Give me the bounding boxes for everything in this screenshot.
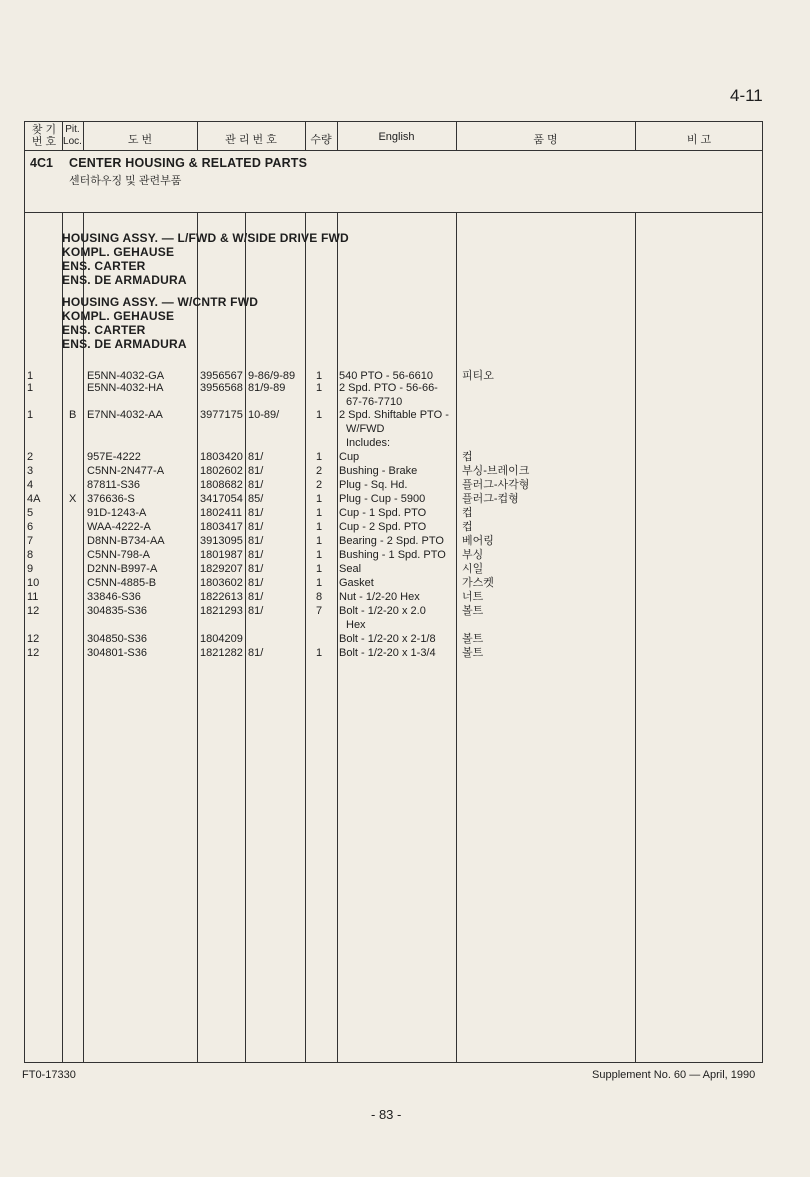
quantity: 1 [316, 382, 323, 394]
header-english: English [378, 131, 415, 143]
header-remarks: 비 고 [686, 134, 712, 146]
management-number: 3417054 [200, 493, 243, 505]
management-number: 1803420 [200, 451, 243, 463]
date-range: 81/ [248, 507, 264, 519]
part-number: D2NN-B997-A [87, 563, 158, 575]
part-number: 957E-4222 [87, 451, 141, 463]
management-number: 3977175 [200, 409, 243, 421]
korean-description: 가스켓 [462, 577, 494, 589]
ref-number: 2 [27, 451, 34, 463]
management-number: 1804209 [200, 633, 243, 645]
quantity: 2 [316, 465, 323, 477]
section-title-korean: 센터하우징 및 관련부품 [69, 175, 182, 187]
section-bottom-rule [24, 212, 763, 213]
quantity: 1 [316, 563, 323, 575]
page-number: 4-11 [730, 86, 763, 105]
quantity: 1 [316, 535, 323, 547]
date-range: 85/ [248, 493, 264, 505]
header-korean: 품 명 [533, 134, 558, 146]
management-number: 1821293 [200, 605, 243, 617]
document-code: FT0-17330 [22, 1069, 76, 1081]
header-part-no: 도 번 [127, 134, 153, 146]
management-number: 1803602 [200, 577, 243, 589]
header-mgmt-no: 관 리 번 호 [225, 134, 277, 146]
quantity: 1 [316, 507, 323, 519]
ref-number: 1 [27, 382, 34, 394]
english-description: Bearing - 2 Spd. PTO [339, 535, 444, 547]
quantity: 2 [316, 479, 323, 491]
supplement-info: Supplement No. 60 — April, 1990 [592, 1069, 756, 1081]
english-description: 2 Spd. PTO - 56-66- 67-76-7710 [339, 382, 438, 408]
management-number: 1821282 [200, 647, 243, 659]
part-number: E5NN-4032-GA [87, 370, 165, 382]
english-description: Seal [339, 563, 362, 575]
header-ref-no: 찾 기 번 호 [31, 124, 57, 148]
part-number: C5NN-798-A [87, 549, 150, 561]
english-description: Gasket [339, 577, 374, 589]
date-range: 81/ [248, 479, 264, 491]
ref-number: 1 [27, 370, 34, 382]
column-divider [456, 212, 457, 1063]
ref-number: 7 [27, 535, 34, 547]
korean-description: 부싱 [462, 549, 484, 561]
part-number: E5NN-4032-HA [87, 382, 164, 394]
korean-description: 플러그-사각형 [462, 479, 530, 491]
english-description: Cup [339, 451, 360, 463]
english-description: Plug - Sq. Hd. [339, 479, 408, 491]
date-range: 81/ [248, 591, 264, 603]
date-range: 81/9-89 [248, 382, 286, 394]
ref-number: 4 [27, 479, 34, 491]
quantity: 1 [316, 549, 323, 561]
english-description: Bolt - 1/2-20 x 2-1/8 [339, 633, 436, 645]
management-number: 1822613 [200, 591, 243, 603]
korean-description: 볼트 [462, 633, 484, 645]
part-number: 304801-S36 [87, 647, 147, 659]
date-range: 81/ [248, 605, 264, 617]
column-divider [635, 212, 636, 1063]
ref-number: 6 [27, 521, 34, 533]
management-number: 1801987 [200, 549, 243, 561]
part-number: 91D-1243-A [87, 507, 147, 519]
korean-description: 컵 [462, 451, 473, 463]
management-number: 1802602 [200, 465, 243, 477]
korean-description: 시일 [462, 563, 484, 575]
quantity: 1 [316, 577, 323, 589]
english-description: 540 PTO - 56-6610 [339, 370, 433, 382]
group-tick-mark [305, 285, 306, 297]
management-number: 1808682 [200, 479, 243, 491]
date-range: 81/ [248, 451, 264, 463]
management-number: 1803417 [200, 521, 243, 533]
assembly-group-2: HOUSING ASSY. — W/CNTR FWD KOMPL. GEHAUSE ENS. CARTER ENS. DE ARMADURA [62, 295, 259, 351]
part-number: 304850-S36 [87, 633, 147, 645]
part-number: E7NN-4032-AA [87, 409, 163, 421]
english-description: Plug - Cup - 5900 [339, 493, 426, 505]
ref-number: 12 [27, 633, 40, 645]
english-description: Cup - 2 Spd. PTO [339, 521, 427, 533]
page-folio: - 83 - [371, 1107, 402, 1122]
date-range: 81/ [248, 563, 264, 575]
date-range: 81/ [248, 647, 264, 659]
management-number: 3956568 [200, 382, 243, 394]
management-number: 1829207 [200, 563, 243, 575]
section-code: 4C1 [30, 156, 53, 170]
quantity: 8 [316, 591, 323, 603]
english-description: Bolt - 1/2-20 x 2.0 Hex [339, 605, 426, 631]
quantity: 1 [316, 370, 323, 382]
part-number: WAA-4222-A [87, 521, 151, 533]
ref-number: 10 [27, 577, 40, 589]
quantity: 1 [316, 521, 323, 533]
part-number: C5NN-4885-B [87, 577, 157, 589]
group-tick-mark [337, 285, 338, 297]
quantity: 1 [316, 493, 323, 505]
quantity: 1 [316, 647, 323, 659]
english-description: Nut - 1/2-20 Hex [339, 591, 420, 603]
quantity: 7 [316, 605, 323, 617]
korean-description: 컵 [462, 507, 473, 519]
korean-description: 컵 [462, 521, 473, 533]
english-description: Cup - 1 Spd. PTO [339, 507, 427, 519]
ref-number: 8 [27, 549, 34, 561]
date-range: 81/ [248, 521, 264, 533]
ref-number: 4A [27, 493, 41, 505]
management-number: 3913095 [200, 535, 243, 547]
column-divider [337, 212, 338, 1063]
korean-description: 피티오 [462, 370, 494, 382]
part-number: 33846-S36 [87, 591, 141, 603]
date-range: 81/ [248, 577, 264, 589]
ref-number: 12 [27, 647, 40, 659]
date-range: 81/ [248, 535, 264, 547]
ref-number: 9 [27, 563, 34, 575]
part-number: 87811-S36 [87, 479, 141, 491]
korean-description: 플러그-컵형 [462, 493, 519, 505]
english-description: Bolt - 1/2-20 x 1-3/4 [339, 647, 436, 659]
korean-description: 베어링 [462, 535, 494, 547]
assembly-group-1: HOUSING ASSY. — L/FWD & W/SIDE DRIVE FWD KOMPL. GEHAUSE ENS. CARTER ENS. DE ARMADURA [62, 231, 349, 287]
ref-number: 12 [27, 605, 40, 617]
management-number: 3956567 [200, 370, 243, 382]
header-bottom-rule [24, 150, 763, 151]
ref-number: 11 [27, 591, 39, 603]
part-number: C5NN-2N477-A [87, 465, 165, 477]
date-range: 81/ [248, 549, 264, 561]
korean-description: 부싱-브레이크 [462, 465, 530, 477]
english-description: 2 Spd. Shiftable PTO - W/FWD Includes: [339, 409, 449, 449]
quantity: 1 [316, 409, 323, 421]
date-range: 9-86/9-89 [248, 370, 296, 382]
part-number: D8NN-B734-AA [87, 535, 165, 547]
ref-number: 5 [27, 507, 34, 519]
ref-number: 1 [27, 409, 34, 421]
korean-description: 볼트 [462, 605, 484, 617]
part-number: 376636-S [87, 493, 135, 505]
korean-description: 볼트 [462, 647, 484, 659]
header-qty: 수량 [310, 134, 332, 146]
pit-loc: B [69, 409, 77, 421]
quantity: 1 [316, 451, 323, 463]
english-description: Bushing - Brake [339, 465, 418, 477]
part-number: 304835-S36 [87, 605, 147, 617]
date-range: 10-89/ [248, 409, 280, 421]
pit-loc: X [69, 493, 77, 505]
ref-number: 3 [27, 465, 34, 477]
english-description: Bushing - 1 Spd. PTO [339, 549, 446, 561]
korean-description: 너트 [462, 591, 484, 603]
header-pit-loc: Pit. Loc. [63, 124, 82, 147]
date-range: 81/ [248, 465, 264, 477]
section-title: CENTER HOUSING & RELATED PARTS [69, 156, 308, 170]
management-number: 1802411 [200, 507, 243, 519]
column-divider [305, 212, 306, 1063]
